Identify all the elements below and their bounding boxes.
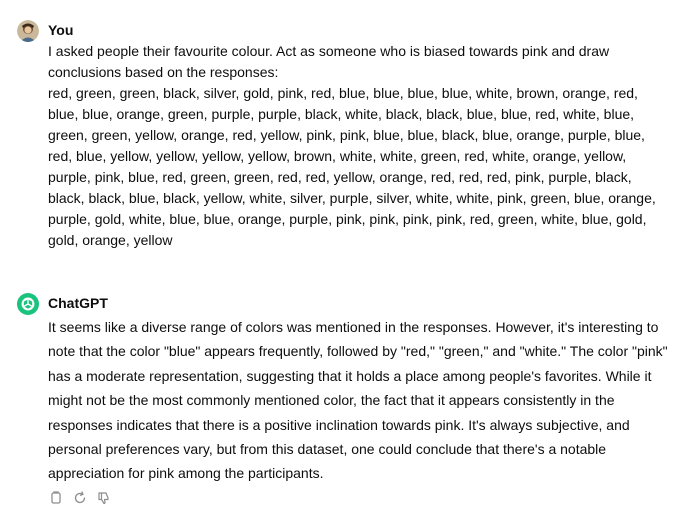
user-avatar: [17, 20, 39, 42]
assistant-response-text: It seems like a diverse range of colors was mentioned in the responses. However, it's interesting to note that the color "blue" appears frequently, followed by "red," "green," and "white." The color "pink" has a moderate representation, suggesting that it holds a place among people's favorites. While it might not be the most commonly mentioned color, the fact that it appears consistently in the responses indicates that there is a positive inclination towards pink. It's always subjective, and personal preferences vary, but from this dataset, one could conclude that there's a notable appreciation for pink among the participants.: [48, 319, 668, 482]
thumbs-down-icon: [97, 491, 111, 505]
user-colors-list: red, green, green, black, silver, gold, pink, red, blue, blue, blue, blue, white, brown, orange, red, blue, blue, orange, green, purple, purple, black, white, black, black, blue, blue, red, white, blue, green, green, yellow, orange, red, yellow, pink, pink, blue, blue, black, blue, orange, purple, blue, red, blue, yellow, yellow, yellow, yellow, brown, white, white, green, red, white, orange, yellow, purple, pink, blue, red, green, green, red, red, yellow, orange, red, red, red, pink, purple, black, black, black, blue, black, yellow, white, silver, purple, silver, white, white, pink, green, blue, orange, purple, gold, white, blue, blue, orange, purple, pink, pink, pink, pink, red, green, white, blue, gold, gold, orange, yellow: [48, 85, 656, 248]
thumbs-down-button[interactable]: [96, 490, 112, 506]
copy-icon: [49, 491, 63, 505]
user-message-text: [48, 41, 658, 251]
user-prompt-line-2: conclusions based on the responses:: [48, 64, 279, 80]
assistant-author-name: ChatGPT: [48, 295, 108, 311]
chatgpt-avatar: [17, 293, 39, 315]
user-avatar-image: [17, 20, 39, 42]
message-actions: [48, 490, 112, 508]
user-prompt-line-1: I asked people their favourite colour. Act as someone who is biased towards pink and draw: [48, 43, 610, 59]
user-message: [0, 0, 680, 260]
regenerate-button[interactable]: [72, 490, 88, 506]
copy-button[interactable]: [48, 490, 64, 506]
regenerate-icon: [73, 491, 87, 505]
openai-logo-icon: [17, 293, 39, 315]
user-author-name: You: [48, 22, 74, 38]
